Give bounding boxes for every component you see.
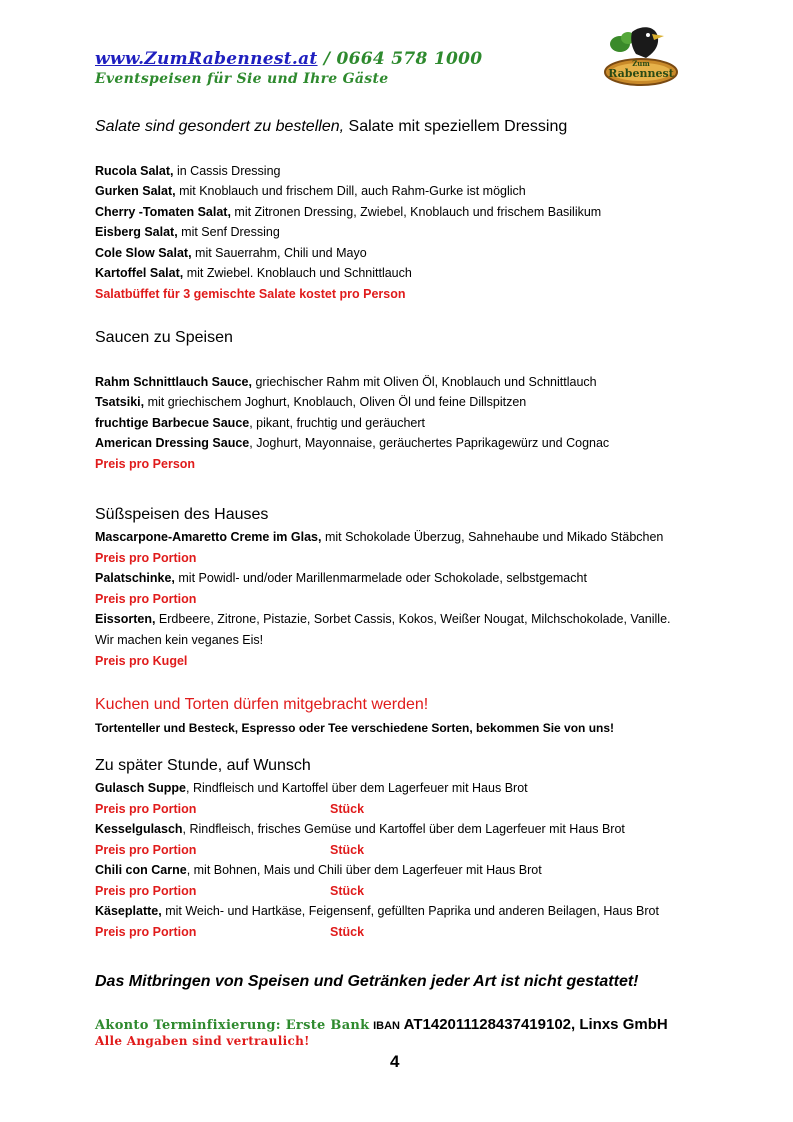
- salads-heading-italic: Salate sind gesondert zu bestellen,: [95, 118, 345, 135]
- menu-item: [95, 205, 601, 219]
- item-name: Käseplatte,: [95, 904, 162, 918]
- unit-label: Stück: [330, 843, 365, 857]
- late-heading: Zu später Stunde, auf Wunsch: [95, 757, 311, 774]
- sauces-heading: Saucen zu Speisen: [95, 329, 233, 346]
- item-name: Rucola Salat,: [95, 164, 174, 178]
- menu-item: [95, 395, 526, 409]
- salads-heading-rest: Salate mit speziellem Dressing: [348, 118, 568, 135]
- item-desc: mit Knoblauch und frischem Dill, auch Rahm-Gurke ist möglich: [179, 184, 526, 198]
- cakes-heading: Kuchen und Torten dürfen mitgebracht werden!: [95, 696, 429, 713]
- svg-text:Zum: Zum: [632, 59, 650, 68]
- phone-number: / 0664 578 1000: [323, 49, 483, 69]
- salads-heading: [95, 118, 567, 136]
- item-desc: mit Powidl- und/oder Marillenmarmelade oder Schokolade, selbstgemacht: [178, 571, 587, 585]
- unit-label: Stück: [330, 884, 365, 898]
- price-row: [95, 843, 395, 857]
- item-desc: Erdbeere, Zitrone, Pistazie, Sorbet Cassis, Kokos, Weißer Nougat, Milchschokolade, Vanille.: [158, 612, 671, 626]
- menu-item: [95, 904, 659, 918]
- sauces-price: Preis pro Person: [95, 457, 196, 471]
- item-name: Mascarpone-Amaretto Creme im Glas,: [95, 530, 322, 544]
- confidential-note: Alle Angaben sind vertraulich!: [95, 1034, 310, 1048]
- item-desc: mit Zitronen Dressing, Zwiebel, Knoblauch und frischem Basilikum: [234, 205, 602, 219]
- header-subtitle: Eventspeisen für Sie und Ihre Gäste: [95, 71, 389, 87]
- item-desc: in Cassis Dressing: [176, 164, 281, 178]
- item-name: Kesselgulasch: [95, 822, 183, 836]
- page-number: 4: [390, 1052, 400, 1071]
- item-name: American Dressing Sauce: [95, 436, 250, 450]
- rabennest-logo: [602, 24, 680, 88]
- item-name: Rahm Schnittlauch Sauce,: [95, 375, 252, 389]
- menu-item: [95, 164, 281, 178]
- price-row: [95, 884, 395, 898]
- item-name: Eissorten,: [95, 612, 156, 626]
- dessert-price: Preis pro Kugel: [95, 654, 188, 668]
- no-outside-food-notice: Das Mitbringen von Speisen und Getränken jeder Art ist nicht gestattet!: [95, 973, 639, 990]
- item-name: Cole Slow Salat,: [95, 246, 192, 260]
- item-desc: mit Senf Dressing: [181, 225, 280, 239]
- menu-item: [95, 612, 671, 626]
- item-desc: mit Sauerrahm, Chili und Mayo: [195, 246, 367, 260]
- item-desc: , pikant, fruchtig und geräuchert: [249, 416, 426, 430]
- item-desc: , mit Bohnen, Mais und Chili über dem Lagerfeuer mit Haus Brot: [186, 863, 542, 877]
- price-row: [95, 925, 395, 939]
- menu-item: [95, 375, 597, 389]
- item-desc: mit griechischem Joghurt, Knoblauch, Oliven Öl und feine Dillspitzen: [147, 395, 527, 409]
- item-name: Palatschinke,: [95, 571, 175, 585]
- menu-item: [95, 225, 280, 239]
- item-name: Eisberg Salat,: [95, 225, 178, 239]
- price-label: Preis pro Portion: [95, 802, 197, 816]
- iban-value: AT142011128437419102, Linxs GmbH: [403, 1016, 668, 1033]
- price-label: Preis pro Portion: [95, 884, 197, 898]
- unit-label: Stück: [330, 802, 365, 816]
- menu-item: [95, 416, 425, 430]
- item-name: fruchtige Barbecue Sauce: [95, 416, 250, 430]
- menu-item: [95, 436, 609, 450]
- item-desc: mit Schokolade Überzug, Sahnehaube und Mikado Stäbchen: [324, 530, 664, 544]
- header-contact-line: [95, 49, 482, 69]
- svg-text:Rabennest: Rabennest: [608, 67, 674, 80]
- item-desc: , Joghurt, Mayonnaise, geräuchertes Paprikagewürz und Cognac: [249, 436, 610, 450]
- item-name: Kartoffel Salat,: [95, 266, 184, 280]
- price-row: [95, 802, 395, 816]
- item-desc: , Rindfleisch und Kartoffel über dem Lagerfeuer mit Haus Brot: [186, 781, 528, 795]
- desserts-heading: Süßspeisen des Hauses: [95, 506, 269, 523]
- item-desc: griechischer Rahm mit Oliven Öl, Knoblauch und Schnittlauch: [255, 375, 597, 389]
- menu-item: [95, 184, 526, 198]
- item-name: Gurken Salat,: [95, 184, 176, 198]
- price-label: Preis pro Portion: [95, 843, 197, 857]
- footer-payment-line: [95, 1016, 668, 1033]
- menu-item: [95, 781, 528, 795]
- item-name: Gulasch Suppe: [95, 781, 186, 795]
- ice-cream-note: Wir machen kein veganes Eis!: [95, 633, 264, 647]
- menu-item: [95, 266, 412, 280]
- unit-label: Stück: [330, 925, 365, 939]
- item-name: Tsatsiki,: [95, 395, 145, 409]
- dessert-price: Preis pro Portion: [95, 551, 197, 565]
- item-desc: , Rindfleisch, frisches Gemüse und Kartoffel über dem Lagerfeuer mit Haus Brot: [182, 822, 625, 836]
- item-desc: mit Zwiebel. Knoblauch und Schnittlauch: [186, 266, 412, 280]
- menu-item: [95, 246, 367, 260]
- item-desc: mit Weich- und Hartkäse, Feigensenf, gefüllten Paprika und anderen Beilagen, Haus Brot: [165, 904, 659, 918]
- price-label: Preis pro Portion: [95, 925, 197, 939]
- menu-item: [95, 863, 542, 877]
- menu-item: [95, 571, 587, 585]
- akonto-label: Akonto Terminfixierung: Erste Bank: [95, 1018, 370, 1033]
- iban-label: IBAN: [373, 1020, 400, 1032]
- cakes-note: Tortenteller und Besteck, Espresso oder Tee verschiedene Sorten, bekommen Sie von uns!: [95, 721, 615, 735]
- item-name: Cherry -Tomaten Salat,: [95, 205, 231, 219]
- website-link[interactable]: www.ZumRabennest.at: [95, 49, 318, 69]
- item-name: Chili con Carne: [95, 863, 187, 877]
- salad-buffet-price: Salatbüffet für 3 gemischte Salate kostet pro Person: [95, 287, 406, 301]
- dessert-price: Preis pro Portion: [95, 592, 197, 606]
- menu-item: [95, 822, 625, 836]
- menu-item: [95, 530, 663, 544]
